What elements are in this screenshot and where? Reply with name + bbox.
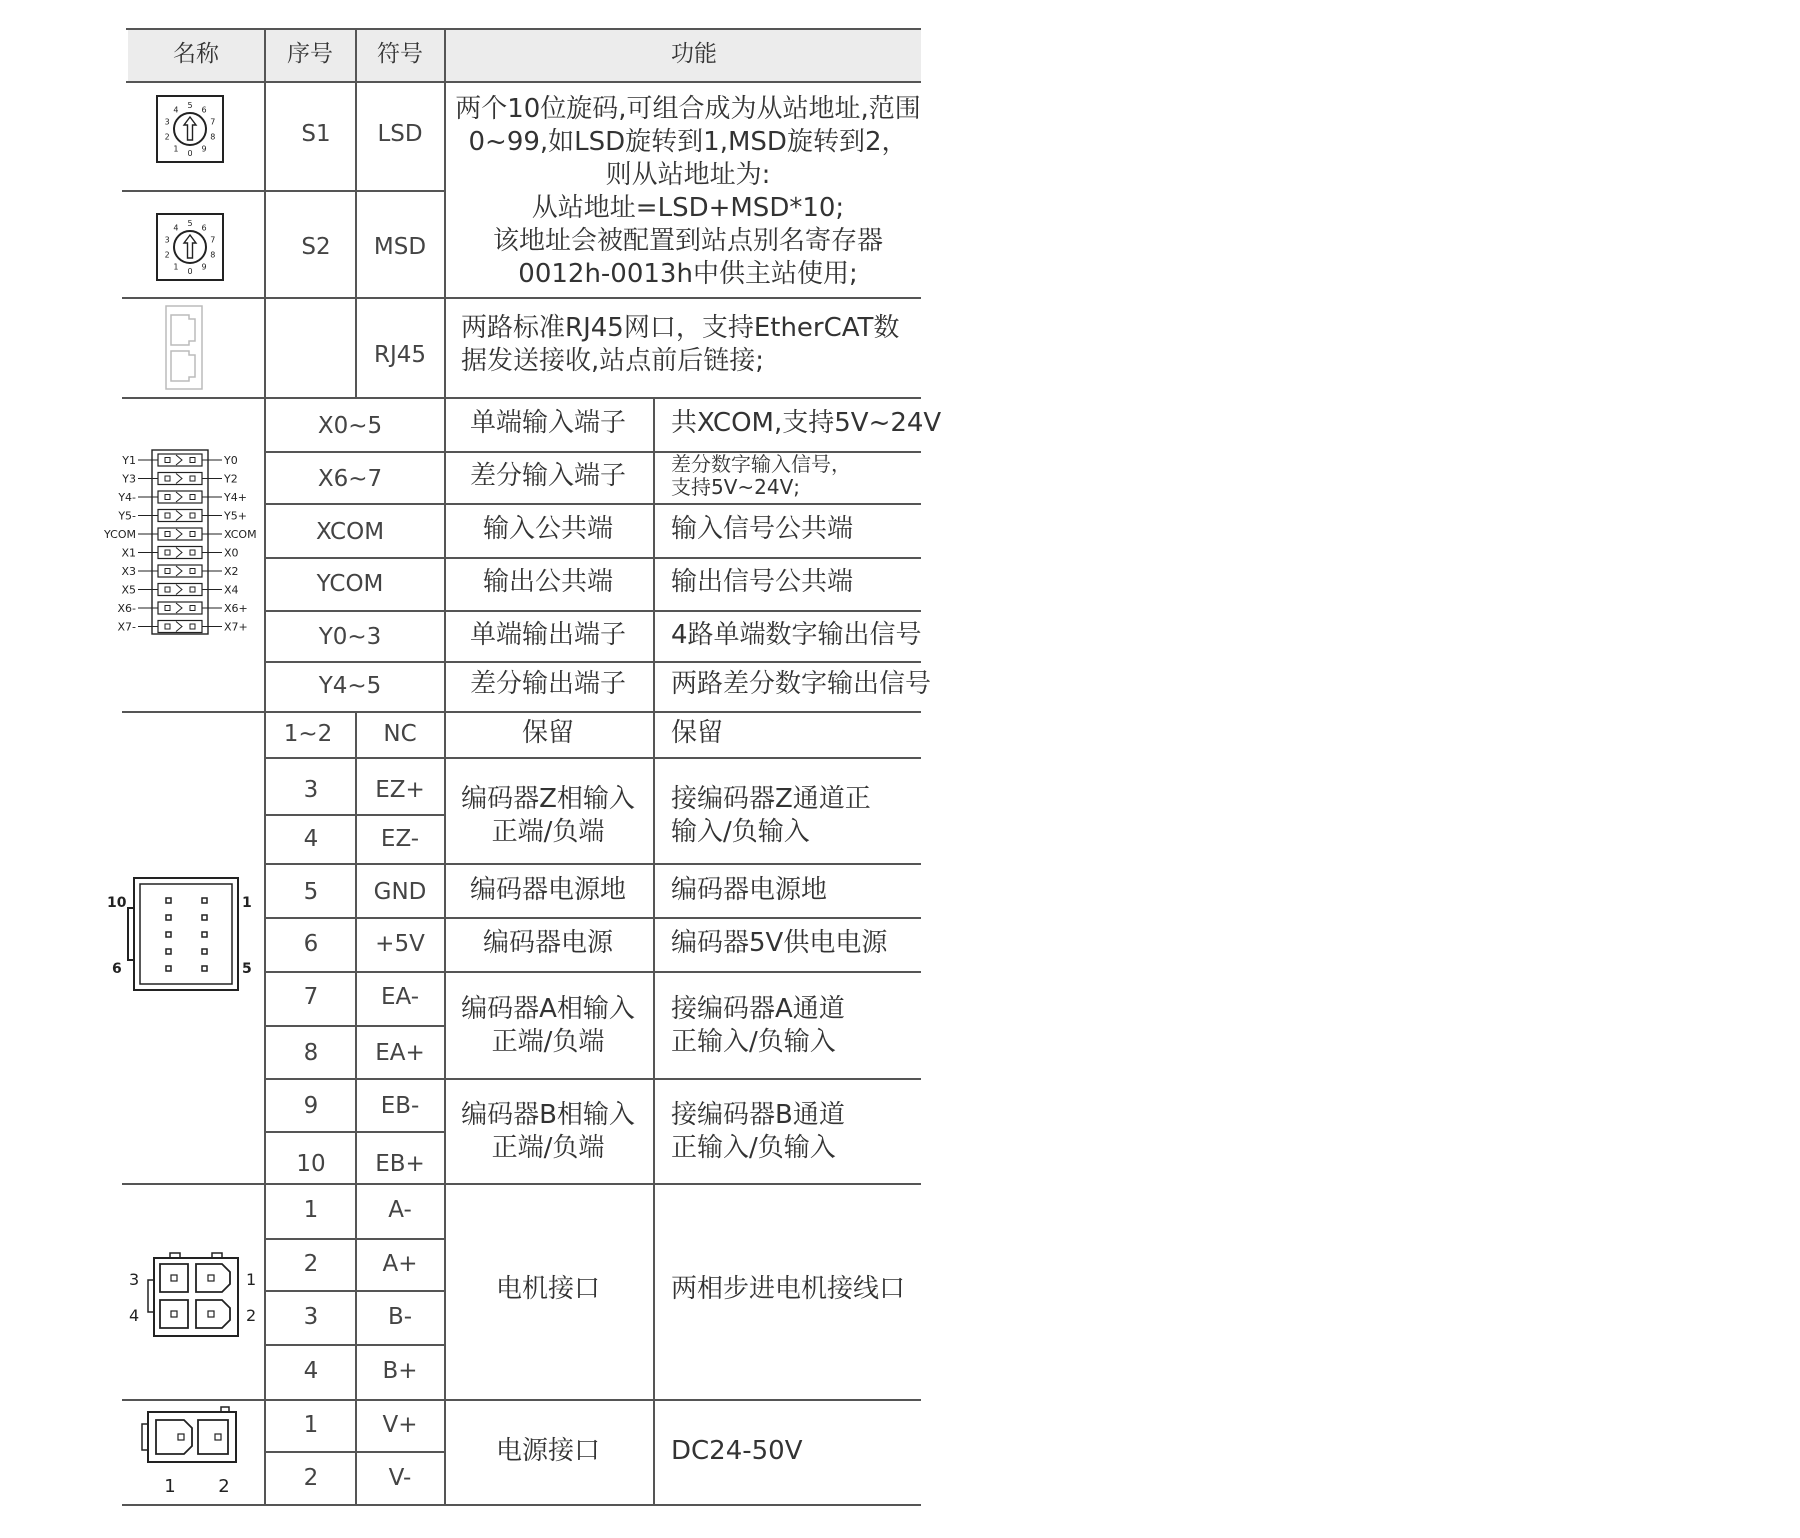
rotary-switch-lsd-icon — [156, 95, 224, 163]
encoder-label-5: 5 — [242, 961, 252, 977]
power-name: 电源接口 — [495, 1436, 601, 1466]
power-symbol-0: V+ — [382, 1412, 418, 1438]
motor-name: 电机接口 — [495, 1274, 601, 1304]
io-pin-label-right: X6+ — [224, 602, 248, 615]
io-symbol-2: XCOM — [315, 519, 385, 545]
power-symbol-1: V- — [388, 1465, 412, 1491]
rj45-port-icon — [165, 305, 203, 390]
motor-index-1: 2 — [303, 1251, 319, 1277]
lsd-dial-digit-4: 4 — [173, 105, 179, 115]
io-name-4: 单端输出端子 — [469, 620, 627, 650]
rj45-description: 两路标准RJ45网口，支持EtherCAT数 据发送接收,站点前后链接; — [461, 313, 900, 376]
enc-index-2: 4 — [303, 826, 319, 852]
io-desc-1: 差分数字输入信号， 支持5V~24V; — [671, 452, 851, 499]
io-pin-label-right: X2 — [224, 565, 239, 578]
enc-group-name-4: 编码器A相输入 正端/负端 — [461, 994, 635, 1057]
lsd-dial-digit-0: 0 — [187, 149, 193, 158]
rotary-description: 两个10位旋码,可组合成为从站地址,范围 0~99,如LSD旋转到1,MSD旋转到2， 则从站地址为: 从站地址=LSD+MSD*10; 该地址会被配置到站点别名寄存器 0012h-0013h中供主站使用; — [455, 94, 921, 289]
motor-label-1: 1 — [246, 1270, 257, 1289]
io-pin-label-left: X1 — [121, 546, 136, 560]
io-pin-label-right: Y2 — [224, 472, 238, 486]
enc-symbol-2: EZ- — [380, 826, 420, 852]
io-name-5: 差分输出端子 — [469, 669, 627, 699]
power-label-1: 1 — [164, 1476, 176, 1497]
s2-index: S2 — [301, 234, 331, 260]
enc-index-8: 10 — [296, 1151, 326, 1177]
enc-index-6: 8 — [303, 1040, 319, 1066]
header-symbol: 符号 — [377, 41, 423, 67]
io-desc-4: 4路单端数字输出信号 — [671, 620, 922, 650]
lsd-dial-digit-1: 1 — [173, 144, 179, 154]
io-symbol-4: Y0~3 — [318, 624, 382, 650]
io-terminal-connector-icon — [100, 446, 266, 646]
enc-index-3: 5 — [303, 879, 319, 905]
motor-symbol-2: B- — [387, 1304, 413, 1330]
motor-index-3: 4 — [303, 1358, 319, 1384]
msd-dial-digit-0: 0 — [187, 267, 193, 276]
motor-index-0: 1 — [303, 1197, 319, 1223]
msd-dial-digit-8: 8 — [210, 250, 216, 260]
power-connector-icon — [134, 1402, 252, 1504]
io-pin-label-left: X3 — [121, 565, 136, 578]
s1-index: S1 — [301, 121, 331, 147]
header-function: 功能 — [671, 41, 717, 67]
msd-dial-digit-5: 5 — [187, 219, 193, 228]
motor-label-3: 3 — [129, 1270, 140, 1289]
encoder-label-10: 10 — [107, 895, 127, 911]
io-desc-0: 共XCOM,支持5V~24V — [671, 408, 942, 438]
enc-group-name-5: 编码器B相输入 正端/负端 — [461, 1100, 635, 1163]
io-pin-label-left: Y3 — [122, 472, 136, 486]
io-symbol-3: YCOM — [316, 571, 384, 597]
enc-index-7: 9 — [303, 1093, 319, 1119]
io-pin-label-left: X5 — [121, 583, 136, 597]
msd-dial-digit-6: 6 — [201, 223, 207, 233]
enc-symbol-0: NC — [383, 721, 417, 747]
io-desc-3: 输出信号公共端 — [671, 567, 854, 597]
enc-symbol-7: EB- — [380, 1093, 420, 1119]
motor-label-2: 2 — [246, 1306, 257, 1325]
enc-group-name-0: 保留 — [521, 718, 575, 748]
io-pin-label-left: YCOM — [104, 528, 136, 541]
motor-label-4: 4 — [129, 1306, 140, 1325]
motor-desc: 两相步进电机接线口 — [671, 1274, 906, 1304]
msd-dial-digit-1: 1 — [173, 262, 179, 272]
io-symbol-0: X0~5 — [317, 413, 383, 439]
msd-dial-digit-7: 7 — [210, 235, 216, 245]
s2-symbol: MSD — [373, 234, 427, 260]
enc-group-desc-0: 保留 — [671, 718, 724, 748]
io-pin-label-right: X0 — [224, 546, 239, 560]
io-name-3: 输出公共端 — [482, 567, 614, 597]
motor-symbol-3: B+ — [382, 1358, 418, 1384]
enc-index-0: 1~2 — [283, 721, 333, 747]
io-name-0: 单端输入端子 — [469, 408, 627, 438]
enc-group-desc-1: 接编码器Z通道正 输入/负输入 — [671, 784, 871, 847]
enc-index-1: 3 — [303, 777, 319, 803]
io-pin-label-left: X6- — [117, 602, 136, 615]
msd-dial-digit-4: 4 — [173, 223, 179, 233]
io-pin-label-left: X7- — [117, 620, 136, 634]
s1-symbol: LSD — [377, 121, 423, 147]
io-pin-label-right: Y4+ — [224, 491, 247, 504]
enc-symbol-4: +5V — [375, 931, 425, 957]
motor-index-2: 3 — [303, 1304, 319, 1330]
io-name-1: 差分输入端子 — [469, 461, 627, 491]
enc-group-desc-2: 编码器电源地 — [671, 875, 828, 905]
enc-group-name-3: 编码器电源 — [482, 928, 614, 958]
enc-group-desc-4: 接编码器A通道 正输入/负输入 — [671, 994, 845, 1057]
msd-dial-digit-3: 3 — [164, 235, 170, 245]
io-symbol-1: X6~7 — [317, 466, 383, 492]
motor-symbol-0: A- — [388, 1197, 412, 1223]
enc-symbol-8: EB+ — [375, 1151, 425, 1177]
io-pin-label-left: Y1 — [122, 454, 136, 467]
io-desc-5: 两路差分数字输出信号 — [671, 669, 932, 699]
io-pin-label-right: Y5+ — [224, 509, 247, 523]
encoder-connector-icon — [104, 872, 254, 998]
lsd-dial-digit-2: 2 — [164, 132, 170, 142]
lsd-dial-digit-9: 9 — [201, 144, 207, 154]
io-pin-label-right: X4 — [224, 583, 239, 597]
enc-group-name-2: 编码器电源地 — [469, 875, 627, 905]
enc-group-desc-3: 编码器5V供电电源 — [671, 928, 888, 958]
io-symbol-5: Y4~5 — [318, 673, 382, 699]
enc-group-desc-5: 接编码器B通道 正输入/负输入 — [671, 1100, 845, 1163]
lsd-dial-digit-5: 5 — [187, 101, 193, 110]
enc-symbol-1: EZ+ — [375, 777, 425, 803]
enc-index-5: 7 — [303, 984, 319, 1010]
rj45-symbol: RJ45 — [373, 342, 427, 368]
lsd-dial-digit-7: 7 — [210, 117, 216, 127]
io-pin-label-left: Y5- — [118, 509, 136, 523]
lsd-dial-digit-6: 6 — [201, 105, 207, 115]
enc-group-name-1: 编码器Z相输入 正端/负端 — [461, 784, 635, 847]
io-pin-label-left: Y4- — [118, 491, 136, 504]
lsd-dial-digit-3: 3 — [164, 117, 170, 127]
lsd-dial-digit-8: 8 — [210, 132, 216, 142]
io-pin-label-right: Y0 — [224, 454, 238, 467]
io-desc-2: 输入信号公共端 — [671, 514, 854, 544]
header-index: 序号 — [287, 41, 333, 67]
enc-symbol-5: EA- — [380, 984, 420, 1010]
msd-dial-digit-9: 9 — [201, 262, 207, 272]
enc-symbol-3: GND — [373, 879, 427, 905]
table-header-background — [128, 29, 921, 81]
header-name: 名称 — [173, 41, 219, 67]
enc-symbol-6: EA+ — [375, 1040, 425, 1066]
io-name-2: 输入公共端 — [482, 514, 614, 544]
encoder-label-6: 6 — [112, 961, 122, 977]
rotary-switch-msd-icon — [156, 213, 224, 281]
encoder-label-1: 1 — [242, 895, 252, 911]
power-index-1: 2 — [303, 1465, 319, 1491]
motor-connector-icon — [126, 1250, 260, 1340]
io-pin-label-right: X7+ — [224, 620, 248, 634]
msd-dial-digit-2: 2 — [164, 250, 170, 260]
io-pin-label-right: XCOM — [224, 528, 257, 541]
power-desc: DC24-50V — [671, 1436, 803, 1466]
power-label-2: 2 — [218, 1476, 230, 1497]
power-index-0: 1 — [303, 1412, 319, 1438]
enc-index-4: 6 — [303, 931, 319, 957]
motor-symbol-1: A+ — [382, 1251, 418, 1277]
